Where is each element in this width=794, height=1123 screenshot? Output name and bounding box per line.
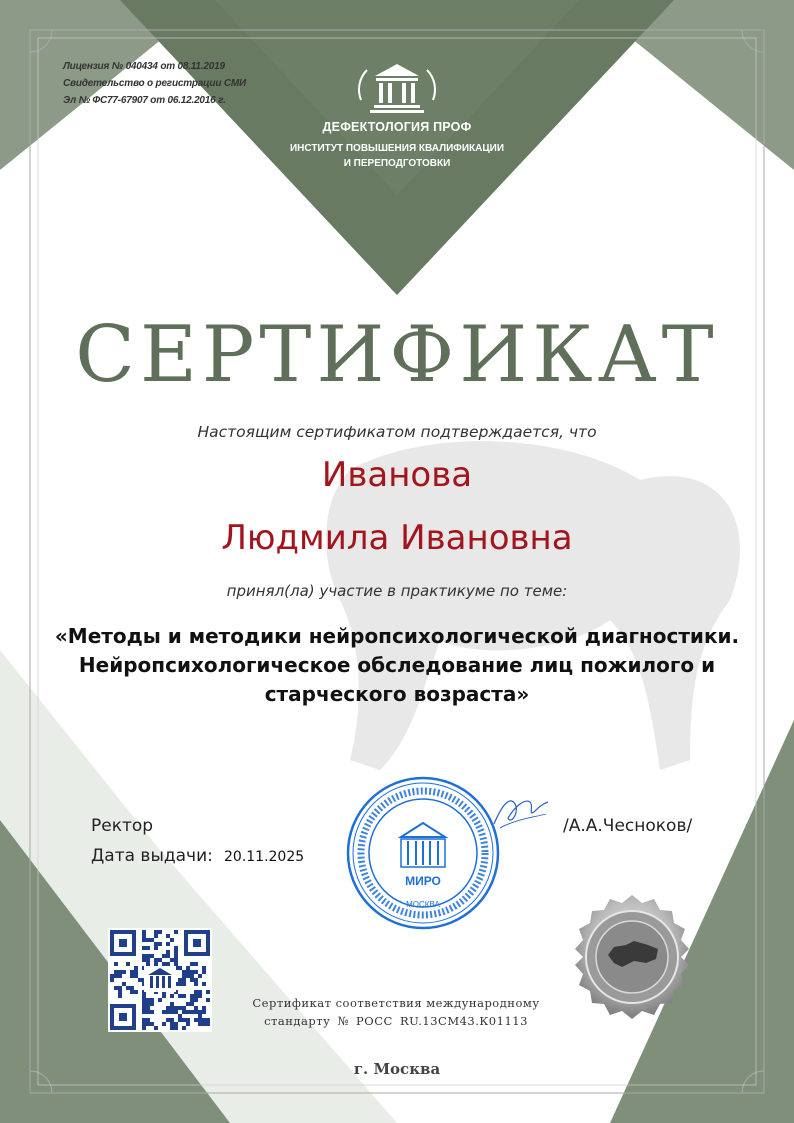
organization-subtitle	[250, 141, 544, 171]
standard-line1: Сертификат соответствия международному	[252, 996, 540, 1010]
signer-name: /А.А.Чесноков/	[563, 816, 693, 836]
rector-label: Ректор	[91, 816, 154, 836]
course-topic	[20, 622, 774, 709]
organization-name: ДЕФЕКТОЛОГИЯ ПРОФ	[322, 120, 472, 134]
participation-text: принял(ла) участие в практикуме по теме:	[226, 582, 568, 600]
institute-stamp	[345, 775, 501, 931]
issue-date-value: 20.11.2025	[224, 849, 305, 865]
course-topic-line3: старческого возраста»	[264, 682, 530, 706]
recipient-last-name: Иванова	[321, 455, 473, 495]
recipient-first-middle-name: Людмила Ивановна	[221, 518, 573, 558]
columns-building-icon	[355, 62, 439, 118]
rector-signature	[490, 790, 552, 834]
silver-quality-medal	[568, 893, 696, 1021]
stamp-center-text: МИРО	[405, 874, 441, 888]
standard-line2: стандарту № РОСС RU.13СМ43.К01113	[264, 1014, 528, 1028]
issue-date-label: Дата выдачи:	[91, 846, 213, 866]
certificate-title: СЕРТИФИКАТ	[75, 310, 719, 400]
license-text: Лицензия № 040434 от 08.11.2019	[63, 61, 225, 72]
issue-city: г. Москва	[353, 1060, 441, 1078]
el-number-text: Эл № ФС77-67907 от 06.12.2016 г.	[63, 95, 226, 106]
course-topic-line2: Нейропсихологическое обследование лиц пожилого и	[78, 653, 716, 677]
smi-certificate-text: Свидетельство о регистрации СМИ	[63, 78, 246, 89]
organization-subtitle-line1: ИНСТИТУТ ПОВЫШЕНИЯ КВАЛИФИКАЦИИ	[289, 143, 505, 154]
course-topic-line1: «Методы и методики нейропсихологической диагностики.	[54, 624, 740, 648]
qr-code	[108, 928, 212, 1032]
stamp-city-text: МОСКВА	[406, 900, 440, 909]
certificate-intro: Настоящим сертификатом подтверждается, что	[197, 423, 597, 441]
organization-subtitle-line2: И ПЕРЕПОДГОТОВКИ	[343, 158, 451, 169]
registration-info	[63, 58, 246, 109]
